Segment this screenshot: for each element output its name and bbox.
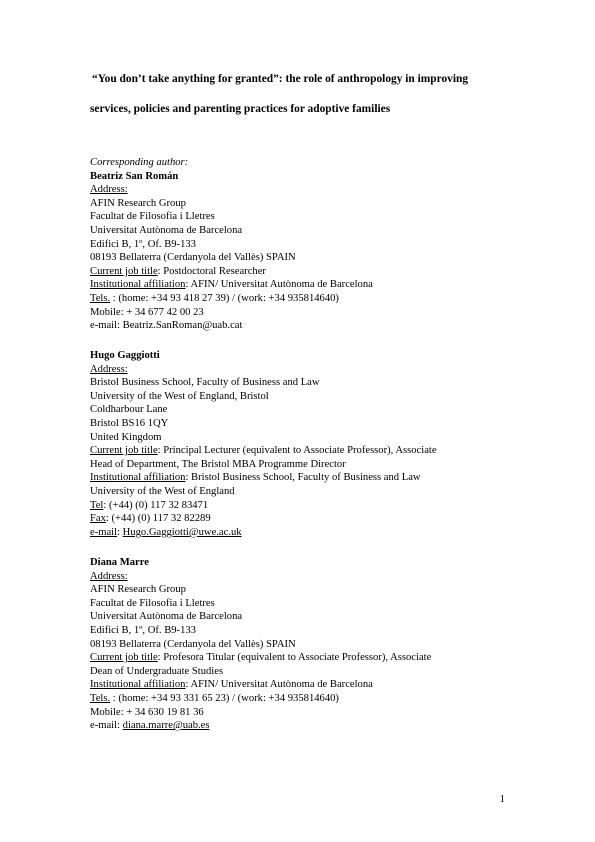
address-label: Address: [90,363,128,375]
paper-title-line-1: “You don’t take anything for granted”: the role of anthropology in improving [92,73,469,85]
address-label: Address: [90,570,128,582]
address-line: Edifici B, 1º, Of. B9-133 [90,624,196,636]
address-line: AFIN Research Group [90,197,186,209]
email-label: e-mail [90,526,118,538]
job-title-line [90,444,530,458]
email-link[interactable]: diana.marre@uab.es [122,720,210,732]
phone-label: Tels. [90,292,111,304]
affiliation-value: : AFIN/ Universitat Autònoma de Barcelona [185,679,373,691]
phone-line [90,499,530,513]
job-title-label: Current job title [90,652,158,664]
fax-line [90,512,530,526]
email-separator: : [117,526,123,538]
address-label: Address: [90,184,128,196]
phone-line [90,292,530,306]
address-line: Facultat de Filosofia i Lletres [90,211,215,223]
affiliation-line [90,471,530,485]
email-prefix: e-mail: [90,720,123,732]
job-title-label: Current job title [90,445,158,457]
address-line: Bristol Business School, Faculty of Business and Law [90,377,320,389]
job-title-value: : Profesora Titular (equivalent to Associate Professor), Associate [157,652,432,664]
address-line: Edifici B, 1º, Of. B9-133 [90,238,196,250]
job-title-line-2: Dean of Undergraduate Studies [90,665,224,677]
address-line: Facultat de Filosofia i Lletres [90,597,215,609]
mobile-line: Mobile: + 34 630 19 81 36 [90,706,204,718]
job-title-line [90,265,530,279]
phone-value: : (home: +34 93 418 27 39) / (work: +34 935814640) [110,292,339,304]
corresponding-author-label: Corresponding author: [90,157,189,168]
address-line: University of the West of England, Bristol [90,390,269,402]
address-line: United Kingdom [90,431,162,443]
affiliation-value: : Bristol Business School, Faculty of Business and Law [185,472,421,484]
address-line: Universitat Autònoma de Barcelona [90,611,243,623]
phone-label: Tels. [90,692,111,704]
author-block-3 [90,556,530,733]
email-line: e-mail: Beatriz.SanRoman@uab.cat [90,320,243,332]
affiliation-label: Institutional affiliation [90,472,186,484]
email-line [90,719,530,733]
author-block-1 [90,156,530,333]
address-line: AFIN Research Group [90,584,186,596]
phone-label: Tel [90,499,104,511]
fax-label: Fax [90,513,106,525]
address-line: Coldharbour Lane [90,404,168,416]
fax-value: : (+44) (0) 117 32 82289 [105,513,211,525]
affiliation-label: Institutional affiliation [90,679,186,691]
phone-value: : (home: +34 93 331 65 23) / (work: +34 935814640) [110,692,339,704]
address-line: 08193 Bellaterra (Cerdanyola del Vallès) SPAIN [90,252,296,264]
paper-title-line-2: services, policies and parenting practices for adoptive families [90,103,391,115]
phone-line [90,692,530,706]
affiliation-line [90,278,530,292]
affiliation-line-2: University of the West of England [90,485,235,497]
affiliation-line [90,678,530,692]
affiliation-label: Institutional affiliation [90,279,186,291]
address-line: Universitat Autònoma de Barcelona [90,224,243,236]
job-title-line [90,651,530,665]
mobile-line: Mobile: + 34 677 42 00 23 [90,306,204,318]
address-line: 08193 Bellaterra (Cerdanyola del Vallès) SPAIN [90,638,296,650]
address-line: Bristol BS16 1QY [90,417,169,429]
author-block-2 [90,349,530,539]
job-title-value: : Postdoctoral Researcher [157,265,266,277]
email-line [90,526,530,540]
job-title-label: Current job title [90,265,158,277]
author-name: Diana Marre [90,557,149,568]
email-link[interactable]: Hugo.Gaggiotti@uwe.ac.uk [122,526,242,538]
phone-value: : (+44) (0) 117 32 83471 [103,499,209,511]
author-name: Beatriz San Román [90,170,179,182]
page-number: 1 [499,793,505,805]
affiliation-value: : AFIN/ Universitat Autònoma de Barcelona [185,279,373,291]
author-name: Hugo Gaggiotti [90,350,160,361]
job-title-line-2: Head of Department, The Bristol MBA Programme Director [90,458,346,470]
job-title-value: : Principal Lecturer (equivalent to Associate Professor), Associate [157,445,437,457]
